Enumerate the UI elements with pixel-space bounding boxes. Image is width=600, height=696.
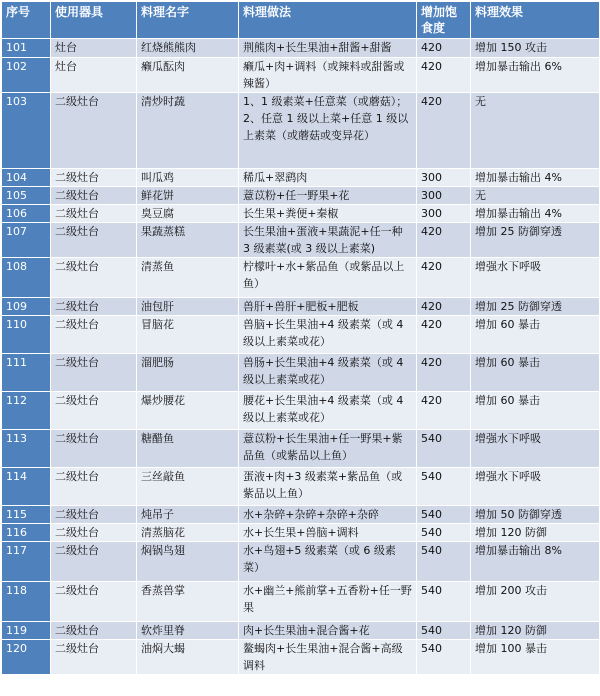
header-name: 料理名字 — [137, 2, 239, 39]
cell-id: 102 — [2, 58, 51, 93]
cell-tool: 二级灶台 — [51, 542, 137, 582]
cell-name: 冒脑花 — [137, 316, 239, 354]
cell-satiety: 300 — [417, 187, 471, 205]
cell-id: 112 — [2, 392, 51, 430]
cell-id: 116 — [2, 524, 51, 542]
cell-satiety: 540 — [417, 622, 471, 640]
cell-name: 香蒸兽掌 — [137, 582, 239, 622]
table-row — [2, 39, 600, 58]
table-row — [2, 468, 600, 506]
cell-tool: 二级灶台 — [51, 298, 137, 316]
cell-effect: 增加 60 暴击 — [471, 354, 600, 392]
cell-recipe: 荆熊肉+长生果油+甜酱+甜酱 — [239, 39, 417, 58]
cell-effect: 增加 200 攻击 — [471, 582, 600, 622]
table-row — [2, 354, 600, 392]
cell-recipe: 水+鸟翅+5 级素菜（或 6 级素菜） — [239, 542, 417, 582]
cell-name: 软炸里脊 — [137, 622, 239, 640]
cell-recipe: 稀瓜+翠鹞肉 — [239, 169, 417, 187]
cell-id: 106 — [2, 205, 51, 223]
cell-satiety: 420 — [417, 354, 471, 392]
cell-recipe: 柠檬叶+水+紫品鱼（或紫品以上鱼） — [239, 258, 417, 298]
cell-name: 糖醋鱼 — [137, 430, 239, 468]
recipe-table — [1, 1, 600, 675]
table-row — [2, 298, 600, 316]
cell-tool: 二级灶台 — [51, 316, 137, 354]
cell-effect: 增加 25 防御穿透 — [471, 223, 600, 258]
cell-tool: 二级灶台 — [51, 430, 137, 468]
cell-name: 鲜花饼 — [137, 187, 239, 205]
cell-recipe: 薏苡粉+任一野果+花 — [239, 187, 417, 205]
cell-effect: 无 — [471, 93, 600, 169]
cell-effect: 增加暴击输出 4% — [471, 169, 600, 187]
cell-id: 107 — [2, 223, 51, 258]
cell-tool: 二级灶台 — [51, 468, 137, 506]
cell-effect: 增加 25 防御穿透 — [471, 298, 600, 316]
cell-name: 癞瓜酝肉 — [137, 58, 239, 93]
cell-id: 105 — [2, 187, 51, 205]
cell-effect: 增强水下呼吸 — [471, 430, 600, 468]
cell-id: 120 — [2, 640, 51, 675]
cell-id: 111 — [2, 354, 51, 392]
cell-effect: 增强水下呼吸 — [471, 468, 600, 506]
header-tool: 使用器具 — [51, 2, 137, 39]
table-row — [2, 430, 600, 468]
cell-effect: 增加 150 攻击 — [471, 39, 600, 58]
cell-id: 114 — [2, 468, 51, 506]
cell-satiety: 420 — [417, 298, 471, 316]
cell-effect: 增加 120 防御 — [471, 622, 600, 640]
header-satiety: 增加饱食度 — [417, 2, 471, 39]
cell-recipe: 肉+长生果油+混合酱+花 — [239, 622, 417, 640]
cell-id: 109 — [2, 298, 51, 316]
table-row — [2, 542, 600, 582]
table-row — [2, 392, 600, 430]
cell-satiety: 420 — [417, 258, 471, 298]
cell-id: 118 — [2, 582, 51, 622]
cell-effect: 增强水下呼吸 — [471, 258, 600, 298]
table-header-row — [2, 2, 600, 39]
header-id: 序号 — [2, 2, 51, 39]
cell-name: 清蒸脑花 — [137, 524, 239, 542]
cell-id: 101 — [2, 39, 51, 58]
cell-tool: 二级灶台 — [51, 169, 137, 187]
cell-id: 113 — [2, 430, 51, 468]
cell-name: 溜肥肠 — [137, 354, 239, 392]
cell-id: 117 — [2, 542, 51, 582]
cell-tool: 灶台 — [51, 39, 137, 58]
cell-effect: 增加暴击输出 4% — [471, 205, 600, 223]
cell-recipe: 鳌蝎肉+长生果油+混合酱+高级调料 — [239, 640, 417, 675]
cell-satiety: 540 — [417, 524, 471, 542]
table-row — [2, 640, 600, 675]
cell-id: 115 — [2, 506, 51, 524]
cell-satiety: 420 — [417, 93, 471, 169]
cell-name: 果蔬蒸糕 — [137, 223, 239, 258]
cell-tool: 二级灶台 — [51, 524, 137, 542]
cell-satiety: 420 — [417, 316, 471, 354]
cell-satiety: 540 — [417, 468, 471, 506]
cell-tool: 二级灶台 — [51, 258, 137, 298]
table-row — [2, 506, 600, 524]
cell-name: 清炒时蔬 — [137, 93, 239, 169]
cell-effect: 增加 100 暴击 — [471, 640, 600, 675]
cell-name: 红烧熊熊肉 — [137, 39, 239, 58]
cell-effect: 增加 120 防御 — [471, 524, 600, 542]
table-row — [2, 205, 600, 223]
cell-tool: 二级灶台 — [51, 223, 137, 258]
cell-satiety: 420 — [417, 39, 471, 58]
cell-id: 110 — [2, 316, 51, 354]
cell-name: 清蒸鱼 — [137, 258, 239, 298]
cell-id: 103 — [2, 93, 51, 169]
cell-id: 119 — [2, 622, 51, 640]
cell-name: 三丝敲鱼 — [137, 468, 239, 506]
table-row — [2, 187, 600, 205]
table-body — [2, 39, 600, 675]
cell-name: 爆炒腰花 — [137, 392, 239, 430]
header-recipe: 料理做法 — [239, 2, 417, 39]
cell-tool: 二级灶台 — [51, 640, 137, 675]
cell-recipe: 水+杂碎+杂碎+杂碎+杂碎 — [239, 506, 417, 524]
cell-name: 焖锅鸟翅 — [137, 542, 239, 582]
table-row — [2, 58, 600, 93]
cell-satiety: 420 — [417, 392, 471, 430]
table-row — [2, 169, 600, 187]
table-row — [2, 316, 600, 354]
cell-recipe: 长生果+粪便+秦椒 — [239, 205, 417, 223]
cell-recipe: 兽脑+长生果油+4 级素菜（或 4 级以上素菜或花） — [239, 316, 417, 354]
cell-tool: 二级灶台 — [51, 354, 137, 392]
cell-recipe: 腰花+长生果油+4 级素菜（或 4 级以上素菜或花） — [239, 392, 417, 430]
cell-tool: 二级灶台 — [51, 582, 137, 622]
cell-recipe: 水+幽兰+熊前掌+五香粉+任一野果 — [239, 582, 417, 622]
cell-satiety: 540 — [417, 582, 471, 622]
table-row — [2, 582, 600, 622]
cell-recipe: 1、1 级素菜+任意菜（或蘑菇）；2、任意 1 级以上菜+任意 1 级以上素菜（或蘑菇或变异花） — [239, 93, 417, 169]
cell-id: 104 — [2, 169, 51, 187]
cell-satiety: 540 — [417, 506, 471, 524]
cell-satiety: 300 — [417, 169, 471, 187]
cell-satiety: 540 — [417, 430, 471, 468]
cell-satiety: 540 — [417, 640, 471, 675]
cell-tool: 二级灶台 — [51, 205, 137, 223]
cell-effect: 增加暴击输出 6% — [471, 58, 600, 93]
cell-name: 油焖大蝎 — [137, 640, 239, 675]
table-row — [2, 93, 600, 169]
cell-recipe: 水+长生果+兽脑+调料 — [239, 524, 417, 542]
cell-satiety: 300 — [417, 205, 471, 223]
cell-effect: 增加暴击输出 8% — [471, 542, 600, 582]
table-row — [2, 258, 600, 298]
cell-recipe: 兽肝+兽肝+肥板+肥板 — [239, 298, 417, 316]
table-row — [2, 622, 600, 640]
cell-name: 油包肝 — [137, 298, 239, 316]
table-row — [2, 524, 600, 542]
cell-name: 炖吊子 — [137, 506, 239, 524]
cell-recipe: 薏苡粉+长生果油+任一野果+紫品鱼（或紫品以上鱼） — [239, 430, 417, 468]
cell-satiety: 420 — [417, 223, 471, 258]
cell-tool: 二级灶台 — [51, 622, 137, 640]
cell-recipe: 癞瓜+肉+调料（或辣料或甜酱或辣酱） — [239, 58, 417, 93]
cell-tool: 二级灶台 — [51, 392, 137, 430]
cell-satiety: 540 — [417, 542, 471, 582]
cell-tool: 二级灶台 — [51, 506, 137, 524]
cell-tool: 二级灶台 — [51, 93, 137, 169]
cell-recipe: 长生果油+蛋液+果蔬泥+任一种 3 级素菜(或 3 级以上素菜) — [239, 223, 417, 258]
table-row — [2, 223, 600, 258]
cell-effect: 增加 60 暴击 — [471, 316, 600, 354]
cell-effect: 无 — [471, 187, 600, 205]
header-effect: 料理效果 — [471, 2, 600, 39]
cell-name: 臭豆腐 — [137, 205, 239, 223]
cell-recipe: 兽肠+长生果油+4 级素菜（或 4 级以上素菜或花） — [239, 354, 417, 392]
cell-effect: 增加 60 暴击 — [471, 392, 600, 430]
cell-recipe: 蛋液+肉+3 级素菜+紫品鱼（或紫品以上鱼） — [239, 468, 417, 506]
cell-id: 108 — [2, 258, 51, 298]
cell-tool: 二级灶台 — [51, 187, 137, 205]
cell-effect: 增加 50 防御穿透 — [471, 506, 600, 524]
cell-tool: 灶台 — [51, 58, 137, 93]
cell-name: 叫瓜鸡 — [137, 169, 239, 187]
cell-satiety: 420 — [417, 58, 471, 93]
